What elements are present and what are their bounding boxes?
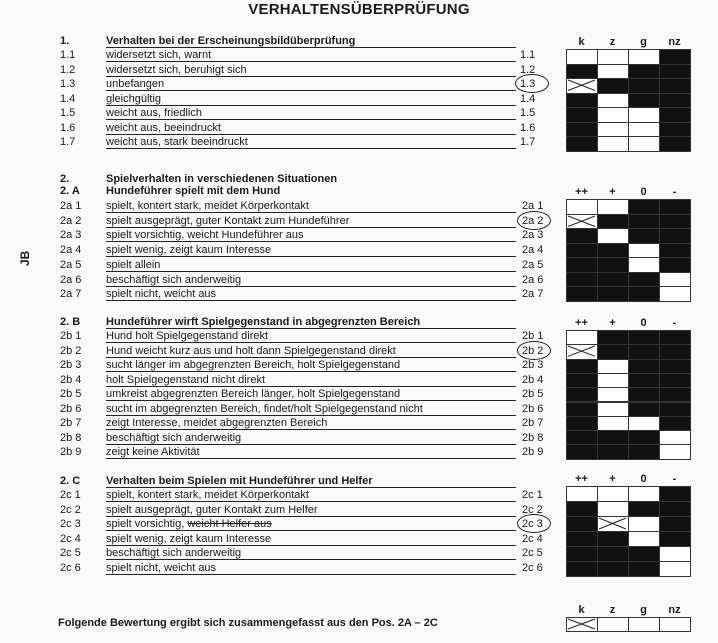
item-text-main: beschäftigt sich anderweitig — [106, 431, 242, 444]
section-number: 2. A — [60, 185, 80, 197]
item-text — [106, 214, 516, 228]
item-number: 1.5 — [60, 107, 76, 119]
grid-cell — [566, 199, 598, 215]
item-text-main: gleichgültig — [106, 92, 162, 105]
grid-cell — [628, 501, 660, 517]
grid-cell — [597, 444, 629, 459]
grid-cell — [659, 228, 691, 244]
grid-column-header: 0 — [640, 186, 647, 198]
grid-cell — [597, 64, 629, 80]
grid-cell — [628, 272, 660, 288]
grid-cell — [659, 430, 691, 445]
item-text-main: spielt nicht, weicht aus — [106, 562, 217, 574]
item-number: 2a 6 — [60, 273, 82, 286]
grid-cell — [628, 430, 660, 445]
item-text — [106, 488, 516, 502]
item-text — [106, 503, 516, 517]
section-heading: Spielverhalten in verschiedenen Situationen — [106, 173, 338, 185]
grid-cell — [659, 243, 691, 259]
grid-cell — [659, 531, 691, 547]
grid-cell — [628, 257, 660, 273]
grid-cell — [566, 64, 598, 80]
grid-cell — [628, 617, 660, 632]
item-number: 2c 4 — [60, 532, 81, 545]
item-text — [106, 358, 516, 372]
item-number: 2a 7 — [60, 288, 82, 301]
grid-cell — [659, 199, 691, 215]
grid-cell — [566, 243, 598, 259]
grid-cell — [628, 516, 660, 532]
grid-cell — [566, 617, 598, 632]
grid-cell — [566, 257, 598, 273]
grid-cell — [628, 531, 660, 547]
item-number: 2c 6 — [60, 562, 81, 574]
grid-cell — [566, 516, 598, 532]
item-text — [106, 387, 516, 401]
grid-cell — [566, 561, 598, 577]
grid-cell — [597, 286, 629, 302]
item-text-main: unbefangen — [106, 78, 165, 90]
item-text — [106, 48, 516, 62]
item-text-main: sucht im abgegrenzten Bereich, findet/holt Spielgegenstand nicht — [106, 402, 423, 415]
item-text — [106, 63, 516, 77]
grid-cell — [566, 78, 598, 94]
item-text — [106, 329, 516, 343]
item-number: 2c 5 — [60, 547, 81, 560]
item-number: 1.3 — [60, 78, 76, 90]
item-code: 2b 7 — [522, 417, 544, 429]
item-text-main: spielt ausgeprägt, guter Kontakt zum Hundeführer — [106, 214, 350, 227]
grid-cell — [628, 243, 660, 259]
grid-cell — [597, 516, 629, 532]
grid-cell — [628, 546, 660, 562]
item-code: 2a 7 — [522, 288, 544, 301]
grid-column-header: z — [609, 36, 616, 48]
grid-cell — [597, 78, 629, 94]
item-text-main: beschäftigt sich anderweitig — [106, 547, 242, 560]
item-number: 1.2 — [60, 63, 76, 76]
item-code: 2a 6 — [522, 273, 544, 286]
grid-cell — [597, 486, 629, 502]
grid-cell — [597, 359, 629, 374]
grid-cell — [659, 444, 691, 459]
section-number: 2. B — [60, 316, 81, 328]
grid-cell — [597, 501, 629, 517]
grid-cell — [628, 122, 660, 138]
grid-cell — [566, 122, 598, 138]
grid-cell — [597, 257, 629, 273]
item-code: 2a 2 — [522, 214, 544, 227]
grid-column-header: - — [672, 186, 677, 198]
item-code: 1.7 — [520, 136, 536, 148]
grid-cell — [628, 228, 660, 244]
item-text-main: sucht länger im abgegrenzten Bereich, holt Spielgegenstand — [106, 359, 401, 371]
grid-cell — [597, 136, 629, 152]
grid-cell — [597, 228, 629, 244]
item-code: 2a 5 — [522, 258, 544, 271]
grid-column-header: - — [672, 473, 677, 485]
grid-cell — [628, 359, 660, 374]
grid-cell — [566, 359, 598, 374]
grid-cell — [566, 430, 598, 445]
grid-cell — [597, 531, 629, 547]
grid-cell — [659, 387, 691, 402]
section-number: 2. — [60, 173, 70, 185]
item-number: 2a 2 — [60, 214, 82, 227]
grid-cell — [597, 416, 629, 431]
grid-cell — [566, 49, 598, 65]
grid-cell — [659, 516, 691, 532]
item-text — [106, 546, 516, 560]
item-text-main: widersetzt sich, beruhigt sich — [106, 63, 247, 76]
item-text-main: spielt vorsichtig, — [106, 518, 185, 531]
grid-cell — [566, 330, 598, 345]
item-code: 1.6 — [520, 121, 536, 134]
grid-column-header: ++ — [575, 186, 588, 198]
item-number: 2a 5 — [60, 258, 82, 271]
grid-cell — [566, 214, 598, 230]
grid-cell — [566, 136, 598, 152]
item-number: 2b 9 — [60, 446, 82, 458]
grid-cell — [628, 49, 660, 65]
grid-cell — [659, 136, 691, 152]
item-code: 2b 6 — [522, 402, 544, 415]
grid-cell — [566, 93, 598, 109]
grid-cell — [659, 617, 691, 632]
grid-column-header: - — [672, 317, 677, 329]
item-text — [106, 77, 516, 91]
grid-cell — [628, 199, 660, 215]
grid-cell — [659, 330, 691, 345]
grid-cell — [597, 387, 629, 402]
grid-cell — [659, 344, 691, 359]
grid-column-header: nz — [668, 604, 681, 616]
item-text-main: spielt, kontert stark, meidet Körperkontakt — [106, 200, 309, 212]
item-number: 2c 3 — [60, 518, 81, 531]
grid-cell — [597, 330, 629, 345]
item-number: 1.7 — [60, 136, 76, 148]
grid-cell — [566, 228, 598, 244]
item-number: 2b 8 — [60, 431, 82, 444]
grid-cell — [659, 561, 691, 577]
grid-cell — [566, 286, 598, 302]
item-text — [106, 273, 516, 287]
grid-cell — [566, 546, 598, 562]
grid-cell — [659, 486, 691, 502]
grid-cell — [628, 286, 660, 302]
item-code: 2b 4 — [522, 373, 544, 386]
grid-cell — [628, 330, 660, 345]
section-heading: Verhalten beim Spielen mit Hundeführer und Helfer — [106, 474, 516, 488]
grid-cell — [659, 272, 691, 288]
grid-cell — [628, 64, 660, 80]
item-number: 2b 6 — [60, 402, 82, 415]
grid-cell — [597, 561, 629, 577]
section-heading: Hundeführer spielt mit dem Hund — [106, 185, 281, 197]
grid-cell — [597, 272, 629, 288]
item-number: 2b 4 — [60, 373, 82, 386]
item-text — [106, 445, 516, 459]
grid-cell — [659, 107, 691, 123]
item-text-struck: weicht Helfer aus — [187, 518, 272, 531]
item-code: 2c 3 — [522, 518, 543, 531]
grid-cell — [659, 416, 691, 431]
section-number: 2. C — [60, 475, 81, 487]
grid-column-header: z — [609, 604, 616, 616]
item-text-main: holt Spielgegenstand nicht direkt — [106, 373, 265, 386]
item-code: 2b 1 — [522, 330, 544, 342]
grid-cell — [566, 486, 598, 502]
item-code: 2b 2 — [522, 344, 544, 357]
item-text — [106, 431, 516, 445]
item-number: 2a 4 — [60, 244, 82, 257]
grid-column-header: k — [578, 36, 585, 48]
item-number: 2b 2 — [60, 344, 82, 357]
item-code: 2c 6 — [522, 562, 543, 574]
item-text-main: umkreist abgegrenzten Bereich länger, holt Spielgegenstand — [106, 388, 401, 400]
item-code: 2b 9 — [522, 446, 544, 458]
grid-cell — [597, 122, 629, 138]
grid-cell — [566, 272, 598, 288]
item-code: 2c 4 — [522, 532, 543, 545]
grid-cell — [597, 402, 629, 417]
grid-cell — [659, 78, 691, 94]
item-text-main: zeigt Interesse, meidet abgegrenzten Bereich — [106, 417, 328, 429]
grid-cell — [566, 402, 598, 417]
grid-cell — [566, 107, 598, 123]
grid-cell — [659, 373, 691, 388]
grid-cell — [628, 214, 660, 230]
grid-cell — [597, 93, 629, 109]
grid-cell — [628, 561, 660, 577]
item-code: 2c 1 — [522, 489, 543, 501]
grid-cell — [628, 402, 660, 417]
grid-cell — [628, 444, 660, 459]
item-text — [106, 258, 516, 272]
item-text — [106, 561, 516, 575]
item-text-main: weicht aus, beeindruckt — [106, 121, 221, 134]
grid-column-header: k — [578, 604, 585, 616]
item-code: 1.3 — [520, 78, 536, 90]
grid-cell — [566, 531, 598, 547]
grid-cell — [659, 93, 691, 109]
grid-cell — [628, 416, 660, 431]
grid-column-header: 0 — [640, 317, 647, 329]
grid-cell — [628, 486, 660, 502]
item-code: 1.2 — [520, 63, 536, 76]
item-number: 1.4 — [60, 92, 76, 105]
item-number: 2b 7 — [60, 417, 82, 429]
item-code: 2b 3 — [522, 359, 544, 371]
section-heading: Hundeführer wirft Spielgegenstand in abgegrenzten Bereich — [106, 315, 516, 329]
grid-cell — [628, 387, 660, 402]
item-text-main: spielt, kontert stark, meidet Körperkontakt — [106, 489, 309, 501]
grid-column-header: g — [640, 604, 647, 616]
item-number: 2b 1 — [60, 330, 82, 342]
item-text — [106, 199, 516, 213]
grid-cell — [628, 107, 660, 123]
grid-cell — [659, 214, 691, 230]
grid-cell — [597, 546, 629, 562]
item-code: 1.4 — [520, 92, 536, 105]
grid-cell — [597, 617, 629, 632]
grid-cell — [566, 501, 598, 517]
item-code: 2b 8 — [522, 431, 544, 444]
grid-cell — [628, 136, 660, 152]
item-code: 2a 1 — [522, 200, 544, 212]
grid-cell — [597, 107, 629, 123]
side-label: JB — [18, 250, 32, 266]
item-text — [106, 373, 516, 387]
item-number: 1.6 — [60, 121, 76, 134]
item-text — [106, 344, 516, 358]
grid-cell — [628, 373, 660, 388]
grid-cell — [659, 402, 691, 417]
grid-cell — [659, 546, 691, 562]
item-code: 2b 5 — [522, 388, 544, 400]
grid-cell — [597, 214, 629, 230]
grid-column-header: ++ — [575, 473, 588, 485]
item-text-main: Hund holt Spielgegenstand direkt — [106, 330, 269, 342]
item-text — [106, 92, 516, 106]
grid-cell — [566, 444, 598, 459]
grid-column-header: + — [609, 317, 616, 329]
grid-column-header: 0 — [640, 473, 647, 485]
item-text — [106, 106, 516, 120]
grid-cell — [597, 49, 629, 65]
grid-cell — [566, 387, 598, 402]
item-text — [106, 243, 516, 257]
item-text-main: spielt wenig, zeigt kaum Interesse — [106, 532, 272, 545]
item-number: 1.1 — [60, 49, 76, 61]
item-text-main: spielt ausgeprägt, guter Kontakt zum Helfer — [106, 503, 318, 516]
item-number: 2a 1 — [60, 200, 82, 212]
item-text — [106, 402, 516, 416]
item-text — [106, 287, 516, 301]
item-code: 2c 2 — [522, 503, 543, 516]
grid-column-header: nz — [668, 36, 681, 48]
grid-column-header: + — [609, 473, 616, 485]
grid-cell — [597, 243, 629, 259]
page-title: VERHALTENSÜBERPRÜFUNG — [248, 1, 470, 18]
grid-cell — [597, 199, 629, 215]
item-code: 1.5 — [520, 107, 536, 119]
grid-column-header: g — [640, 36, 647, 48]
item-text-main: spielt allein — [106, 258, 161, 271]
grid-cell — [597, 344, 629, 359]
item-text-main: weicht aus, friedlich — [106, 107, 202, 119]
grid-cell — [659, 122, 691, 138]
summary-text: Folgende Bewertung ergibt sich zusammengefasst aus den Pos. 2A – 2C — [58, 617, 438, 629]
grid-cell — [566, 373, 598, 388]
item-number: 2c 2 — [60, 503, 81, 516]
item-text-main: widersetzt sich, warnt — [106, 49, 212, 61]
grid-cell — [659, 257, 691, 273]
item-text-main: spielt wenig, zeigt kaum Interesse — [106, 244, 272, 257]
item-text-main: beschäftigt sich anderweitig — [106, 273, 242, 286]
item-number: 2b 5 — [60, 388, 82, 400]
grid-cell — [659, 64, 691, 80]
grid-cell — [566, 344, 598, 359]
item-code: 2c 5 — [522, 547, 543, 560]
item-text — [106, 416, 516, 430]
item-text-main: spielt vorsichtig, weicht Hundeführer aus — [106, 229, 304, 242]
item-number: 2a 3 — [60, 229, 82, 242]
grid-cell — [659, 359, 691, 374]
item-text — [106, 135, 516, 149]
item-text — [106, 532, 516, 546]
item-text — [106, 228, 516, 242]
item-text-main: zeigt keine Aktivität — [106, 446, 200, 458]
item-code: 2a 3 — [522, 229, 544, 242]
item-code: 2a 4 — [522, 244, 544, 257]
grid-cell — [659, 49, 691, 65]
section-number: 1. — [60, 35, 70, 47]
grid-column-header: ++ — [575, 317, 588, 329]
item-number: 2b 3 — [60, 359, 82, 371]
grid-cell — [566, 416, 598, 431]
grid-cell — [628, 93, 660, 109]
item-text — [106, 517, 516, 531]
item-text-main: spielt nicht, weicht aus — [106, 288, 217, 301]
item-text-main: Hund weicht kurz aus und holt dann Spielgegenstand direkt — [106, 344, 396, 357]
item-number: 2c 1 — [60, 489, 81, 501]
grid-cell — [659, 501, 691, 517]
item-text-main: weicht aus, stark beeindruckt — [106, 136, 248, 148]
item-code: 1.1 — [520, 49, 536, 61]
section-heading: Verhalten bei der Erscheinungsbildüberprüfung — [106, 34, 516, 48]
grid-cell — [659, 286, 691, 302]
item-text — [106, 121, 516, 135]
grid-cell — [597, 373, 629, 388]
grid-column-header: + — [609, 186, 616, 198]
grid-cell — [597, 430, 629, 445]
grid-cell — [628, 78, 660, 94]
grid-cell — [628, 344, 660, 359]
